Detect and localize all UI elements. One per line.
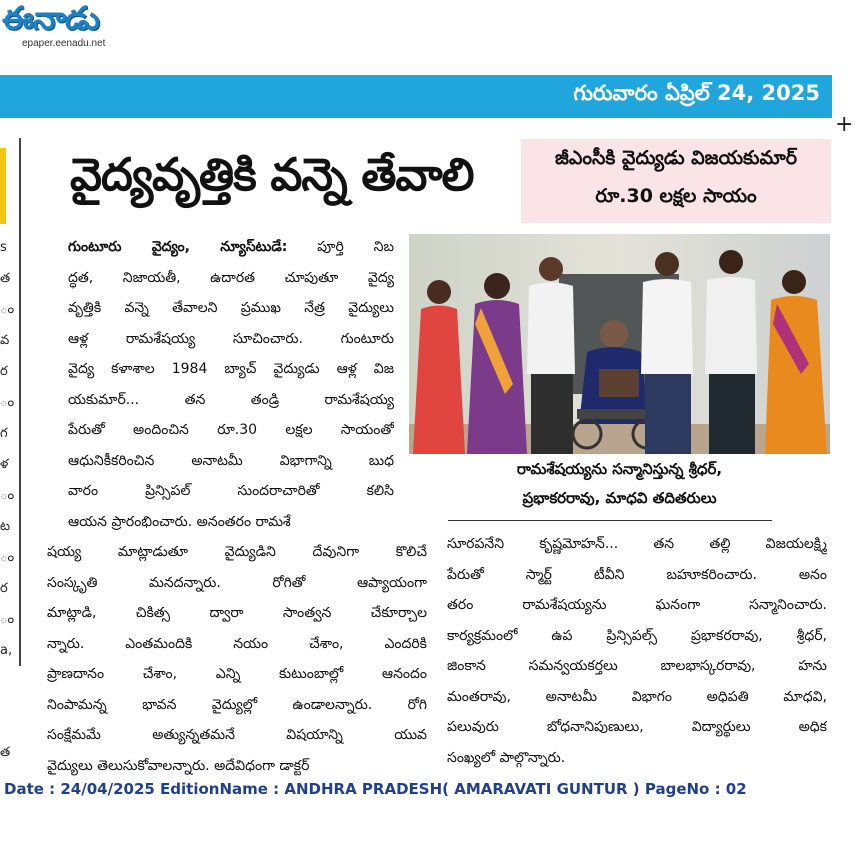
article-line: షయ్య మాట్లాడుతూ వైద్యుడిని దేవునిగా కొలిచే xyxy=(47,544,427,560)
caption-divider xyxy=(448,520,772,521)
subheadline-line-2: రూ.30 లక్షల సాయం xyxy=(595,185,757,207)
left-fragment: ళ xyxy=(0,457,9,472)
left-fragment: ం xyxy=(0,488,15,503)
crosshair-cursor-icon: + xyxy=(835,112,854,137)
headline: వైద్యవృత్తికి వన్నె తేవాలి xyxy=(70,148,474,201)
subheadline-box xyxy=(521,139,831,223)
article-line: జింకాన సమన్వయకర్తలు బాలభాస్కరరావు, హను xyxy=(447,658,827,674)
article-line: వైద్య కళాశాల 1984 బ్యాచ్ వైద్యుడు ఆళ్ల విజ xyxy=(68,361,394,377)
eenadu-logo[interactable] xyxy=(2,0,142,52)
left-fragment: ం xyxy=(0,395,15,410)
left-fragment: ం xyxy=(0,302,15,317)
left-clipped-fragment: త xyxy=(0,745,11,760)
edition-footer: Date : 24/04/2025 EditionName : ANDHRA PRADESH( AMARAVATI GUNTUR ) PageNo : 02 xyxy=(4,780,747,798)
article-column-upper-left xyxy=(68,232,394,537)
left-clipped-column xyxy=(0,232,15,666)
article-line: తరం రామశేషయ్యను ఘనంగా సన్మానించారు. xyxy=(447,597,827,613)
article-line-text: పూర్తి నిబ xyxy=(287,239,394,255)
article-dateline: గుంటూరు వైద్యం, న్యూస్‌టుడే: xyxy=(68,239,288,255)
article-column-right xyxy=(447,529,827,773)
event-photo xyxy=(409,234,830,454)
article-line: మంతరావు, అనాటమీ విభాగం అధిపతి మాధవి, xyxy=(447,688,827,705)
article-line: యకుమార్... తన తండ్రి రామశేషయ్య xyxy=(68,391,394,408)
article-line: ఆధునికీకరించిన అనాటమీ విభాగాన్ని బుధ xyxy=(68,452,394,469)
left-fragment: ర xyxy=(0,364,8,379)
issue-date: గురువారం ఏప్రిల్ 24, 2025 xyxy=(573,81,820,105)
article-line: ద్ధత, నిజాయతీ, ఉదారత చూపుతూ వైద్య xyxy=(68,269,394,286)
left-fragment: ం xyxy=(0,550,15,565)
article-line: వైద్యులు తెలుసుకోవాలన్నారు. అదేవిధంగా డాక్టర్ xyxy=(47,757,310,774)
article-line: కార్యక్రమంలో ఉప ప్రిన్సిపల్స్ ప్రభాకరరావు, శ్రీధర్, xyxy=(447,627,827,644)
photo-illustration xyxy=(409,234,830,454)
subheadline-line-1: జీఎంసీకి వైద్యుడు విజయకుమార్ xyxy=(555,147,797,169)
article-line: సంఖ్యలో పాల్గొన్నారు. xyxy=(447,749,566,766)
left-fragment: వ xyxy=(0,333,10,348)
article-line: సంక్షేమమే అత్యున్నతమనే విషయాన్ని యువ xyxy=(47,727,427,743)
article-line: పేరుతో స్మార్ట్ టీవీని బహూకరించారు. అనం xyxy=(447,566,827,583)
left-fragment: ం xyxy=(0,612,15,627)
article-line: నింపామన్న భావన వైద్యుల్లో ఉండాలన్నారు. రోగి xyxy=(47,696,427,713)
article-column-lower-left xyxy=(47,537,427,781)
left-fragment: గ xyxy=(0,426,8,441)
left-fragment: a, xyxy=(0,643,13,658)
left-column-highlight xyxy=(0,148,6,224)
article-line: వృత్తికి వన్నె తేవాలని ప్రముఖ నేత్ర వైద్యులు xyxy=(68,300,394,316)
caption-line-2: ప్రభాకరరావు, మాధవి తదితరులు xyxy=(522,489,717,507)
logo-url: epaper.eenadu.net xyxy=(22,38,106,49)
article-line: మాట్లాడి, చికిత్స ద్వారా సాంత్వన చేకూర్చాల xyxy=(47,605,427,621)
article-line: వారం ప్రిన్సిపల్ సుందరాచారితో కలిసి xyxy=(68,483,394,499)
logo-text: ఈనాడు xyxy=(2,0,99,37)
article-line: పలువురు బోధనానిపుణులు, విద్యార్థులు అధిక xyxy=(447,719,827,735)
article-line: ఆళ్ల రామశేషయ్య సూచించారు. గుంటూరు xyxy=(68,330,394,347)
left-fragment: s xyxy=(0,240,7,255)
left-fragment: ర xyxy=(0,581,8,596)
article-line: న్నారు. ఎంతమందికి నయం చేశాం, ఎందరికి xyxy=(47,635,427,652)
article-line: సూరపనేని కృష్ణమోహన్... తన తల్లి విజయలక్ష్మి xyxy=(447,536,827,552)
article-line xyxy=(68,232,394,263)
caption-line-1: రామశేషయ్యను సన్మానిస్తున్న శ్రీధర్, xyxy=(516,460,723,478)
date-banner xyxy=(0,75,832,118)
article-line: ప్రాణదానం చేశాం, ఎన్ని కుటుంబాల్లో ఆనందం xyxy=(47,666,427,682)
article-line: పేరుతో అందించిన రూ.30 లక్షల సాయంతో xyxy=(68,422,394,438)
article-line: సంస్కృతి మనదన్నారు. రోగితో ఆప్యాయంగా xyxy=(47,574,427,591)
left-fragment: ట xyxy=(0,519,11,534)
article-line: ఆయన ప్రారంభించారు. అనంతరం రామశే xyxy=(68,513,291,530)
left-fragment: త xyxy=(0,271,11,286)
photo-caption xyxy=(409,455,830,513)
